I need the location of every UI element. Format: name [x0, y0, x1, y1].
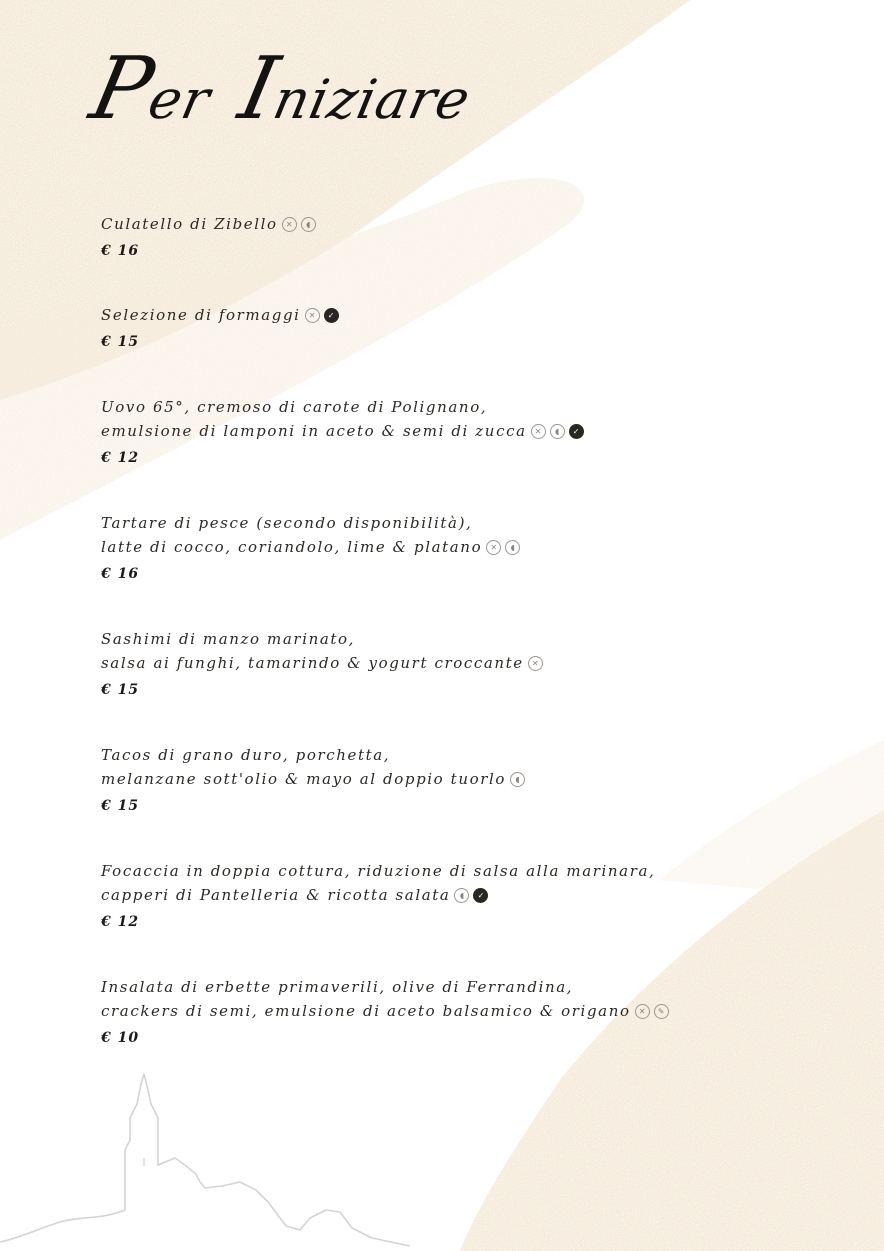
gluten-free-icon: ✕ — [635, 1004, 650, 1019]
lactose-free-icon: ◖ — [505, 540, 520, 555]
vegetarian-leaf-icon: ✓ — [473, 888, 488, 903]
lactose-free-icon: ◖ — [454, 888, 469, 903]
menu-item-focaccia — [101, 859, 661, 933]
church-silhouette-icon — [0, 1070, 420, 1251]
item-line: salsa ai funghi, tamarindo & yogurt croccante ✕ — [101, 651, 661, 675]
title-initial-p: P — [82, 39, 163, 139]
menu-item-tartare — [101, 511, 661, 585]
item-price: € 15 — [101, 682, 140, 698]
lactose-free-icon: ◖ — [550, 424, 565, 439]
title-word-per-rest: er — [143, 68, 217, 131]
menu-item-sashimi — [101, 627, 661, 701]
menu-item-formaggi — [101, 303, 661, 353]
item-line: crackers di semi, emulsione di aceto balsamico & origano ✕ ✎ — [101, 999, 661, 1023]
gluten-free-icon: ✕ — [531, 424, 546, 439]
item-line: Uovo 65°, cremoso di carote di Polignano, — [101, 398, 488, 416]
item-price: € 15 — [101, 798, 140, 814]
vegetarian-leaf-icon: ✓ — [569, 424, 584, 439]
item-line: Focaccia in doppia cottura, riduzione di salsa alla marinara, — [101, 862, 656, 880]
gluten-free-icon: ✕ — [305, 308, 320, 323]
item-line: Culatello di Zibello ✕ ◖ — [101, 212, 661, 236]
item-price: € 16 — [101, 566, 140, 582]
item-line: Selezione di formaggi ✕ ✓ — [101, 303, 661, 327]
item-line: Insalata di erbette primaverili, olive di Ferrandina, — [101, 978, 574, 996]
vegetarian-leaf-icon: ✓ — [324, 308, 339, 323]
item-line: Sashimi di manzo marinato, — [101, 630, 356, 648]
lactose-free-icon: ◖ — [510, 772, 525, 787]
item-line: latte di cocco, coriandolo, lime & platano ✕ ◖ — [101, 535, 661, 559]
item-price: € 15 — [101, 334, 140, 350]
item-line: emulsione di lamponi in aceto & semi di zucca ✕ ◖ ✓ — [101, 419, 661, 443]
item-line: capperi di Pantelleria & ricotta salata ◖ ✓ — [101, 883, 661, 907]
vegan-sprout-icon: ✎ — [654, 1004, 669, 1019]
item-price: € 12 — [101, 450, 140, 466]
menu-item-uovo — [101, 395, 661, 469]
item-price: € 12 — [101, 914, 140, 930]
item-line: Tacos di grano duro, porchetta, — [101, 746, 391, 764]
lactose-free-icon: ◖ — [301, 217, 316, 232]
item-line: melanzane sott'olio & mayo al doppio tuorlo ◖ — [101, 767, 661, 791]
item-line: Tartare di pesce (secondo disponibilità), — [101, 514, 473, 532]
item-price: € 10 — [101, 1030, 140, 1046]
menu-item-insalata — [101, 975, 665, 1049]
gluten-free-icon: ✕ — [528, 656, 543, 671]
menu-item-tacos — [101, 743, 661, 817]
item-price: € 16 — [101, 243, 140, 259]
gluten-free-icon: ✕ — [486, 540, 501, 555]
menu-item-culatello — [101, 212, 661, 262]
title-initial-i: I — [231, 39, 288, 139]
title-word-iniziare-rest: niziare — [268, 68, 477, 131]
page-title — [82, 39, 481, 139]
gluten-free-icon: ✕ — [282, 217, 297, 232]
